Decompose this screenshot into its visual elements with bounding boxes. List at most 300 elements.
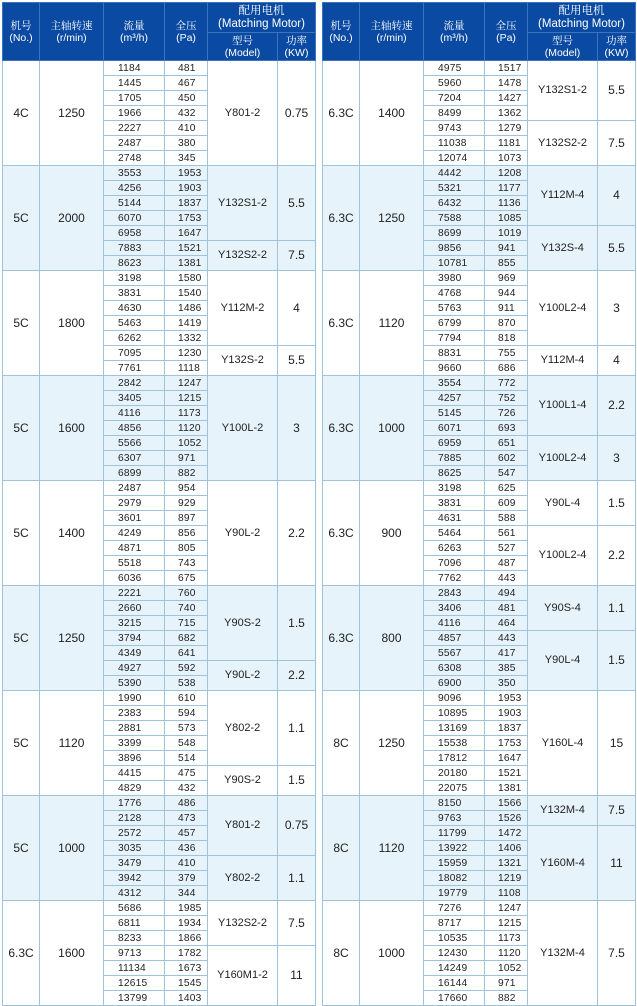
flow-cell: 2221 (104, 586, 165, 601)
flow-cell: 4857 (424, 631, 485, 646)
flow-cell: 1184 (104, 61, 165, 76)
speed-cell: 1120 (360, 796, 424, 901)
pressure-cell: 443 (485, 571, 528, 586)
flow-cell: 13169 (424, 721, 485, 736)
pressure-cell: 1136 (485, 196, 528, 211)
header-pressure: 全压 (Pa) (485, 3, 528, 61)
pressure-cell: 1173 (165, 406, 208, 421)
flow-cell: 1776 (104, 796, 165, 811)
header-motor: 配用电机 (Matching Motor) (528, 3, 636, 33)
motor-model-cell: Y160M1-2 (208, 946, 278, 1006)
motor-model-cell: Y801-2 (208, 796, 278, 856)
pressure-cell: 1647 (165, 226, 208, 241)
flow-cell: 12074 (424, 151, 485, 166)
flow-cell: 3405 (104, 391, 165, 406)
pressure-cell: 1526 (485, 811, 528, 826)
flow-cell: 9660 (424, 361, 485, 376)
pressure-cell: 385 (485, 661, 528, 676)
speed-cell: 1000 (360, 901, 424, 1006)
pressure-cell: 486 (165, 796, 208, 811)
motor-power-cell: 1.5 (278, 766, 316, 796)
fan-no-cell: 6.3C (323, 376, 360, 481)
flow-cell: 9763 (424, 811, 485, 826)
header-speed: 主轴转速 (r/min) (360, 3, 424, 61)
pressure-cell: 686 (485, 361, 528, 376)
motor-model-cell: Y132M-4 (528, 796, 598, 826)
flow-cell: 3215 (104, 616, 165, 631)
flow-cell: 4312 (104, 886, 165, 901)
flow-cell: 2383 (104, 706, 165, 721)
table-row (3, 271, 316, 286)
pressure-cell: 755 (485, 346, 528, 361)
flow-cell: 4856 (104, 421, 165, 436)
pressure-cell: 1052 (485, 961, 528, 976)
pressure-cell: 1521 (165, 241, 208, 256)
motor-model-cell: Y132S2-2 (208, 901, 278, 946)
pressure-cell: 1903 (165, 181, 208, 196)
flow-cell: 2843 (424, 586, 485, 601)
fan-no-cell: 5C (3, 376, 40, 481)
motor-model-cell: Y112M-2 (208, 271, 278, 346)
pressure-cell: 1208 (485, 166, 528, 181)
flow-cell: 1445 (104, 76, 165, 91)
motor-model-cell: Y132S2-2 (208, 241, 278, 271)
pressure-cell: 481 (485, 601, 528, 616)
pressure-cell: 432 (165, 106, 208, 121)
table-row (323, 61, 636, 76)
pressure-cell: 1019 (485, 226, 528, 241)
fan-no-cell: 5C (3, 691, 40, 796)
flow-cell: 6036 (104, 571, 165, 586)
flow-cell: 3942 (104, 871, 165, 886)
pressure-cell: 1427 (485, 91, 528, 106)
flow-cell: 2748 (104, 151, 165, 166)
motor-power-cell: 4 (278, 271, 316, 346)
motor-model-cell: Y90L-4 (528, 631, 598, 691)
pressure-cell: 417 (485, 646, 528, 661)
flow-cell: 1990 (104, 691, 165, 706)
motor-power-cell: 3 (278, 376, 316, 481)
motor-power-cell: 2.2 (598, 526, 636, 586)
pressure-cell: 1478 (485, 76, 528, 91)
flow-cell: 9743 (424, 121, 485, 136)
flow-cell: 10535 (424, 931, 485, 946)
pressure-cell: 1472 (485, 826, 528, 841)
pressure-cell: 538 (165, 676, 208, 691)
flow-cell: 17660 (424, 991, 485, 1006)
fan-no-cell: 8C (323, 796, 360, 901)
pressure-cell: 457 (165, 826, 208, 841)
pressure-cell: 954 (165, 481, 208, 496)
pressure-cell: 651 (485, 436, 528, 451)
fan-spec-table-left (2, 2, 316, 1006)
fan-no-cell: 6.3C (323, 586, 360, 691)
motor-model-cell: Y112M-4 (528, 166, 598, 226)
pressure-cell: 1403 (165, 991, 208, 1006)
flow-cell: 1705 (104, 91, 165, 106)
pressure-cell: 610 (165, 691, 208, 706)
flow-cell: 3896 (104, 751, 165, 766)
flow-cell: 5960 (424, 76, 485, 91)
motor-power-cell: 2.2 (598, 376, 636, 436)
pressure-cell: 1052 (165, 436, 208, 451)
motor-model-cell: Y802-2 (208, 856, 278, 901)
flow-cell: 16144 (424, 976, 485, 991)
speed-cell: 1000 (40, 796, 104, 901)
flow-cell: 4116 (424, 616, 485, 631)
header-motor: 配用电机 (Matching Motor) (208, 3, 316, 33)
pressure-cell: 625 (485, 481, 528, 496)
motor-power-cell: 3 (598, 436, 636, 481)
pressure-cell: 1230 (165, 346, 208, 361)
table-row (3, 691, 316, 706)
pressure-cell: 740 (165, 601, 208, 616)
motor-model-cell: Y132M-4 (528, 901, 598, 1006)
flow-cell: 11799 (424, 826, 485, 841)
motor-model-cell: Y100L2-4 (528, 436, 598, 481)
flow-cell: 15959 (424, 856, 485, 871)
fan-no-cell: 4C (3, 61, 40, 166)
pressure-cell: 715 (165, 616, 208, 631)
pressure-cell: 682 (165, 631, 208, 646)
header-flow: 流量 (m³/h) (104, 3, 165, 61)
table-row (3, 166, 316, 181)
flow-cell: 12430 (424, 946, 485, 961)
motor-power-cell: 1.1 (278, 856, 316, 901)
fan-no-cell: 6.3C (323, 271, 360, 376)
pressure-cell: 1173 (485, 931, 528, 946)
header-power: 功率 (KW) (598, 33, 636, 61)
flow-cell: 5464 (424, 526, 485, 541)
table-row (323, 271, 636, 286)
motor-power-cell: 7.5 (278, 241, 316, 271)
motor-power-cell: 7.5 (598, 796, 636, 826)
pressure-cell: 1566 (485, 796, 528, 811)
motor-model-cell: Y90L-2 (208, 661, 278, 691)
pressure-cell: 1247 (165, 376, 208, 391)
pressure-cell: 726 (485, 406, 528, 421)
pressure-cell: 1085 (485, 211, 528, 226)
header-flow: 流量 (m³/h) (424, 3, 485, 61)
flow-cell: 8623 (104, 256, 165, 271)
fan-no-cell: 5C (3, 796, 40, 901)
flow-cell: 3479 (104, 856, 165, 871)
pressure-cell: 345 (165, 151, 208, 166)
pressure-cell: 432 (165, 781, 208, 796)
pressure-cell: 1673 (165, 961, 208, 976)
pressure-cell: 1381 (485, 781, 528, 796)
fan-no-cell: 6.3C (323, 61, 360, 166)
table-row (3, 901, 316, 916)
flow-cell: 4256 (104, 181, 165, 196)
motor-model-cell: Y160M-4 (528, 826, 598, 901)
fan-no-cell: 5C (3, 271, 40, 376)
fan-spec-table-right (322, 2, 636, 1006)
pressure-cell: 481 (165, 61, 208, 76)
pressure-cell: 1181 (485, 136, 528, 151)
pressure-cell: 592 (165, 661, 208, 676)
pressure-cell: 527 (485, 541, 528, 556)
pressure-cell: 855 (485, 256, 528, 271)
pressure-cell: 1279 (485, 121, 528, 136)
pressure-cell: 494 (485, 586, 528, 601)
pressure-cell: 1647 (485, 751, 528, 766)
speed-cell: 1250 (360, 166, 424, 271)
flow-cell: 8699 (424, 226, 485, 241)
pressure-cell: 1215 (485, 916, 528, 931)
flow-cell: 1966 (104, 106, 165, 121)
flow-cell: 4116 (104, 406, 165, 421)
pressure-cell: 350 (485, 676, 528, 691)
flow-cell: 10895 (424, 706, 485, 721)
flow-cell: 6263 (424, 541, 485, 556)
flow-cell: 3601 (104, 511, 165, 526)
motor-model-cell: Y132S-4 (528, 226, 598, 271)
pressure-cell: 609 (485, 496, 528, 511)
pressure-cell: 641 (165, 646, 208, 661)
flow-cell: 5390 (104, 676, 165, 691)
header-model: 型号 (Model) (208, 33, 278, 61)
flow-cell: 5566 (104, 436, 165, 451)
flow-cell: 5321 (424, 181, 485, 196)
fan-no-cell: 5C (3, 586, 40, 691)
speed-cell: 800 (360, 586, 424, 691)
flow-cell: 4249 (104, 526, 165, 541)
table-row (323, 586, 636, 601)
motor-power-cell: 1.1 (598, 586, 636, 631)
flow-cell: 3198 (104, 271, 165, 286)
motor-model-cell: Y90L-2 (208, 481, 278, 586)
pressure-cell: 1934 (165, 916, 208, 931)
motor-model-cell: Y90L-4 (528, 481, 598, 526)
table-row (3, 586, 316, 601)
pressure-cell: 693 (485, 421, 528, 436)
motor-power-cell: 0.75 (278, 796, 316, 856)
flow-cell: 2487 (104, 481, 165, 496)
motor-power-cell: 0.75 (278, 61, 316, 166)
table-row (323, 481, 636, 496)
pressure-cell: 1120 (485, 946, 528, 961)
header-no: 机号 (No.) (323, 3, 360, 61)
flow-cell: 4415 (104, 766, 165, 781)
flow-cell: 13922 (424, 841, 485, 856)
pressure-cell: 969 (485, 271, 528, 286)
pressure-cell: 1118 (165, 361, 208, 376)
motor-power-cell: 11 (598, 826, 636, 901)
motor-power-cell: 3 (598, 271, 636, 346)
flow-cell: 5763 (424, 301, 485, 316)
flow-cell: 4349 (104, 646, 165, 661)
header-speed: 主轴转速 (r/min) (40, 3, 104, 61)
flow-cell: 9713 (104, 946, 165, 961)
flow-cell: 6799 (424, 316, 485, 331)
pressure-cell: 1517 (485, 61, 528, 76)
motor-power-cell: 7.5 (278, 901, 316, 946)
table-body (323, 61, 636, 1006)
motor-model-cell: Y112M-4 (528, 346, 598, 376)
motor-power-cell: 15 (598, 691, 636, 796)
fan-no-cell: 5C (3, 166, 40, 271)
flow-cell: 6070 (104, 211, 165, 226)
table-header (3, 3, 316, 61)
pressure-cell: 1540 (165, 286, 208, 301)
flow-cell: 6900 (424, 676, 485, 691)
motor-model-cell: Y132S-2 (208, 346, 278, 376)
flow-cell: 5567 (424, 646, 485, 661)
pressure-cell: 971 (485, 976, 528, 991)
flow-cell: 7276 (424, 901, 485, 916)
speed-cell: 1120 (40, 691, 104, 796)
pressure-cell: 588 (485, 511, 528, 526)
flow-cell: 4975 (424, 61, 485, 76)
flow-cell: 6899 (104, 466, 165, 481)
flow-cell: 8150 (424, 796, 485, 811)
flow-cell: 7095 (104, 346, 165, 361)
pressure-cell: 971 (165, 451, 208, 466)
motor-power-cell: 1.5 (598, 631, 636, 691)
pressure-cell: 473 (165, 811, 208, 826)
table-row (3, 376, 316, 391)
flow-cell: 8717 (424, 916, 485, 931)
motor-model-cell: Y132S1-2 (528, 61, 598, 121)
flow-cell: 8625 (424, 466, 485, 481)
flow-cell: 7794 (424, 331, 485, 346)
fan-no-cell: 8C (323, 901, 360, 1006)
pressure-cell: 1580 (165, 271, 208, 286)
pressure-cell: 443 (485, 631, 528, 646)
flow-cell: 4257 (424, 391, 485, 406)
pressure-cell: 882 (485, 991, 528, 1006)
motor-power-cell: 2.2 (278, 661, 316, 691)
flow-cell: 6958 (104, 226, 165, 241)
speed-cell: 1250 (360, 691, 424, 796)
pressure-cell: 941 (485, 241, 528, 256)
pressure-cell: 1073 (485, 151, 528, 166)
flow-cell: 22075 (424, 781, 485, 796)
pressure-cell: 1486 (165, 301, 208, 316)
flow-cell: 11134 (104, 961, 165, 976)
motor-model-cell: Y132S1-2 (208, 166, 278, 241)
speed-cell: 1120 (360, 271, 424, 376)
flow-cell: 2487 (104, 136, 165, 151)
flow-cell: 6432 (424, 196, 485, 211)
flow-cell: 3831 (424, 496, 485, 511)
flow-cell: 6071 (424, 421, 485, 436)
motor-model-cell: Y90S-2 (208, 586, 278, 661)
pressure-cell: 1321 (485, 856, 528, 871)
flow-cell: 7883 (104, 241, 165, 256)
pressure-cell: 1753 (165, 211, 208, 226)
pressure-cell: 1837 (165, 196, 208, 211)
fan-no-cell: 6.3C (3, 901, 40, 1006)
table-row (3, 61, 316, 76)
pressure-cell: 561 (485, 526, 528, 541)
motor-model-cell: Y100L2-4 (528, 526, 598, 586)
motor-power-cell: 1.5 (598, 481, 636, 526)
table-row (323, 376, 636, 391)
flow-cell: 11038 (424, 136, 485, 151)
flow-cell: 5686 (104, 901, 165, 916)
pressure-cell: 1782 (165, 946, 208, 961)
pressure-cell: 467 (165, 76, 208, 91)
flow-cell: 8831 (424, 346, 485, 361)
flow-cell: 2227 (104, 121, 165, 136)
flow-cell: 3198 (424, 481, 485, 496)
speed-cell: 1400 (40, 481, 104, 586)
motor-model-cell: Y100L-2 (208, 376, 278, 481)
table-row (3, 481, 316, 496)
pressure-cell: 548 (165, 736, 208, 751)
pressure-cell: 1120 (165, 421, 208, 436)
pressure-cell: 1545 (165, 976, 208, 991)
pressure-cell: 1903 (485, 706, 528, 721)
pressure-cell: 743 (165, 556, 208, 571)
pressure-cell: 487 (485, 556, 528, 571)
flow-cell: 3035 (104, 841, 165, 856)
pressure-cell: 464 (485, 616, 528, 631)
flow-cell: 7588 (424, 211, 485, 226)
flow-cell: 19779 (424, 886, 485, 901)
pressure-cell: 573 (165, 721, 208, 736)
flow-cell: 12615 (104, 976, 165, 991)
pressure-cell: 547 (485, 466, 528, 481)
speed-cell: 2000 (40, 166, 104, 271)
flow-cell: 6307 (104, 451, 165, 466)
pressure-cell: 1753 (485, 736, 528, 751)
flow-cell: 8499 (424, 106, 485, 121)
motor-model-cell: Y100L1-4 (528, 376, 598, 436)
motor-model-cell: Y90S-4 (528, 586, 598, 631)
pressure-cell: 760 (165, 586, 208, 601)
flow-cell: 5144 (104, 196, 165, 211)
flow-cell: 2572 (104, 826, 165, 841)
pressure-cell: 911 (485, 301, 528, 316)
pressure-cell: 856 (165, 526, 208, 541)
flow-cell: 6959 (424, 436, 485, 451)
speed-cell: 1000 (360, 376, 424, 481)
speed-cell: 1250 (40, 586, 104, 691)
flow-cell: 2128 (104, 811, 165, 826)
flow-cell: 3794 (104, 631, 165, 646)
motor-model-cell: Y802-2 (208, 691, 278, 766)
table-row (323, 691, 636, 706)
flow-cell: 8233 (104, 931, 165, 946)
pressure-cell: 882 (165, 466, 208, 481)
motor-power-cell: 5.5 (598, 226, 636, 271)
speed-cell: 1400 (360, 61, 424, 166)
flow-cell: 9096 (424, 691, 485, 706)
flow-cell: 3554 (424, 376, 485, 391)
flow-cell: 20180 (424, 766, 485, 781)
pressure-cell: 602 (485, 451, 528, 466)
speed-cell: 1600 (40, 376, 104, 481)
pressure-cell: 1837 (485, 721, 528, 736)
motor-model-cell: Y100L2-4 (528, 271, 598, 346)
flow-cell: 7762 (424, 571, 485, 586)
motor-power-cell: 4 (598, 346, 636, 376)
pressure-cell: 1177 (485, 181, 528, 196)
flow-cell: 3831 (104, 286, 165, 301)
flow-cell: 2842 (104, 376, 165, 391)
flow-cell: 4631 (424, 511, 485, 526)
fan-no-cell: 6.3C (323, 166, 360, 271)
pressure-cell: 805 (165, 541, 208, 556)
motor-power-cell: 2.2 (278, 481, 316, 586)
flow-cell: 17812 (424, 751, 485, 766)
pressure-cell: 1332 (165, 331, 208, 346)
motor-model-cell: Y160L-4 (528, 691, 598, 796)
motor-power-cell: 5.5 (278, 166, 316, 241)
